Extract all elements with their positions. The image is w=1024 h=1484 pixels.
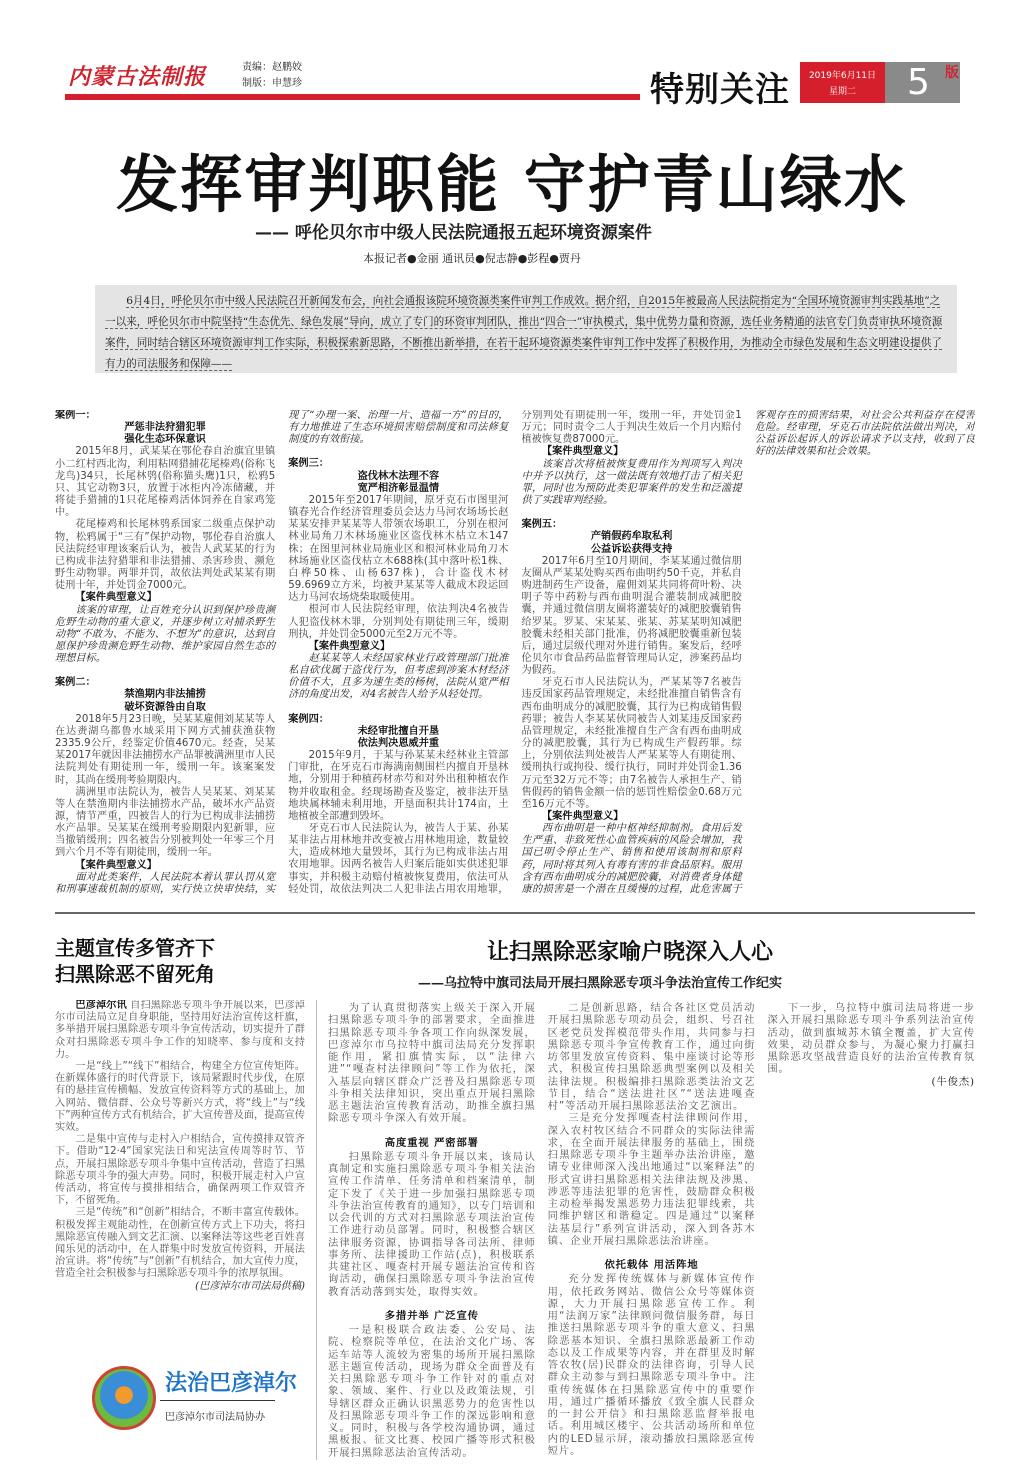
significance-heading: 【案件典型意义】 bbox=[541, 811, 624, 822]
cases-columns bbox=[55, 410, 975, 900]
left-title-line: 扫黑除恶不留死角 bbox=[55, 962, 215, 986]
paragraph-text: 自扫黑除恶专项斗争开展以来，巴彦淖尔市司法局立足自身职能，坚持用好法治宣传这杆旗，多举措开展扫黑除恶专项斗争宣传活动，切实提升了群众对扫黑除恶专项斗争工作的知晓率、参与度和支持力。 bbox=[55, 1000, 305, 1060]
case-paragraph: 2015年8月，武某某在鄂伦春自治旗宜里镇小二红村西北沟，利用粘网猎捕花尾榛鸡(俗称飞龙鸟)34只，长尾林鸮(俗称猫头鹰)1只，松鸦5只、其它动物3只，放置于冰柜内冷冻储藏，并将徒手猎捕的1只花尾榛鸡活体饲养在自家鸡笼中。 bbox=[55, 446, 276, 519]
right-article-title: 让扫黑除恶家喻户晓深入人心 bbox=[487, 940, 774, 965]
paragraph bbox=[55, 1000, 305, 1061]
paragraph: 下一步，乌拉特中旗司法局将进一步深入开展扫黑除恶专项斗争系列法治宣传活动，做到旗城苏木镇全覆盖，扩大宣传效果，动员群众参与，为凝心聚力打赢扫黑除恶攻坚战营造良好的法治宣传教育氛围。 bbox=[767, 1002, 975, 1076]
case-paragraph: 根河市人民法院经审理，依法判决4名被告人犯盗伐林木罪，分别判处有期徒刑三年，缓期刑执，并处罚金5000元至2万元不等。 bbox=[288, 604, 509, 640]
case-paragraph: 牙克石市人民法院认为，被告人于某、孙某某非法占用林地并改变被占用林地用途，数量较大，造成林地大量毁坏，其行为已构成非法占用农用地罪。因两名被告人归案后能如实供述犯罪事实，并积极主动赔付植被恢复费用，依法可从轻处罚，故依法判决二人犯非法占用农用地罪，分别判处有期徒刑一年，缓刑一年，并处罚金1万元；同时责令二人于判决生效后一个月内赔付植被恢复费87000元。 bbox=[288, 410, 742, 895]
logo-subtitle: 巴彦淖尔市司法局协办 bbox=[165, 1412, 265, 1423]
subsection-heading: 依托载体 用活阵地 bbox=[604, 1259, 699, 1271]
significance-text: 西布曲明是一种中枢神经抑制剂。食用后发生严重、非致死性心血管疾病的风险会增加，我国已明令停止生产、销售和使用该制剂和原料药，同时将其列入有毒有害的非食品原料。服用含有西布曲明成分的减肥胶囊，对消费者身体健康的损害是一个潜在且缓慢的过程，此危害属于客观存在的损害结果，对社会公共利益存在侵害危险。经审理，牙克石市法院依法做出判决，对公益诉讼起诉人的诉讼请求予以支持，收到了良好的法律效果和社会效果。 bbox=[521, 410, 975, 895]
significance-heading: 【案件典型意义】 bbox=[75, 859, 157, 871]
case-paragraph: 牙克石市人民法院认为，严某某等7名被告违反国家药品管理规定，未经批准擅自销售含有西布曲明成分的减肥胶囊，其行为已构成销售假药罪；被告人李某某伙同被告人刘某违反国家药品管理规定，未经批准擅自生产含有西布曲明成分的减肥胶囊，其行为已构成生产假药罪。综上，分别依法判处被告人严某某等人有期徒刑、缓刑执行或拘役、缓行执行，同时并处罚金1.36万元至32万元不等；由7名被告人承担生产、销售假药的销售金额一倍的惩罚性赔偿金0.68万元至16万元不等。 bbox=[521, 677, 742, 810]
case-label: 案例四： bbox=[288, 713, 329, 725]
subsection-heading: 高度重视 严密部署 bbox=[384, 1136, 479, 1149]
case-paragraph: 花尾榛鸡和长尾林鸮系国家二级重点保护动物，松鸦属于“三有”保护动物，鄂伦春自治旗人民法院经审理该案后认为，被告人武某某的行为已构成非法狩猎罪和非法猎捕、杀害珍贵、濒危野生动物罪。两罪并罚，故依法判处武某某有期徒刑十年，并处罚金7000元。 bbox=[55, 519, 276, 592]
case-title: 强化生态环保意识 bbox=[124, 434, 206, 446]
case-title: 禁渔期内非法捕捞 bbox=[124, 689, 206, 701]
author-credit: (牛俊杰) bbox=[931, 1075, 975, 1088]
significance-heading: 【案件典型意义】 bbox=[308, 640, 391, 652]
case-paragraph: 2017年6月至10月期间，李某某通过微信朋友圈从严某某处购买西布曲明约50千克，并私自购进制药生产设备，雇佣刘某共同将荷叶粉、决明子等中药粉与西布曲明混合灌装制成减肥胶囊，并通过微信朋友圈将灌装好的减肥胶囊销售给罗某。罗某、宋某某、张某、苏某某明知减肥胶囊未经相关部门批准，仍将减肥胶囊重新包装后，通过层级代理对外进行销售。案发后，经呼伦贝尔市食品药品监督管理局认定，涉案药品均为假药。 bbox=[521, 555, 742, 677]
left-article-body bbox=[55, 1000, 305, 1360]
dateline: 巴彦淖尔讯 bbox=[75, 1000, 127, 1011]
header-rule bbox=[65, 94, 640, 100]
case-paragraph: 满洲里市法院认为，被告人吴某某、刘某某等人在禁渔期内非法捕捞水产品，破坏水产品资源，情节严重，四被告人的行为已构成非法捕捞水产品罪。吴某某在缓刑考验期限内犯新罪，应当撤销缓刑；四名被告分别被判处一年零三个月到六个月不等有期徒刑，缓刑一年。 bbox=[55, 786, 276, 859]
paragraph: 为了认真贯彻落实上级关于深入开展扫黑除恶专项斗争的部署要求，全面推进扫黑除恶专项斗争各项工作向纵深发展，巴彦淖尔市乌拉特中旗司法局充分发挥职能作用，紧扣旗情实际，以“法律六进”“嘎查村法律顾问”等工作为依托，深入基层向辖区群众广泛普及扫黑除恶专项斗争相关法律知识，突出重点开展扫黑除恶主题法治宣传教育活动，助推全旗扫黑除恶专项斗争深入有效开展。 bbox=[328, 1002, 536, 1125]
case-title: 公益诉讼获得支持 bbox=[590, 543, 673, 555]
case-paragraph: 2015年9月，于某与孙某某未经林业主管部门审批，在牙克石市海满南侧围栏内擅自开垦林地，分别用于种植药材赤芍和对外出租种植农作物并收取租金。经现场勘查及鉴定，被非法开垦地块属林辅未利用地，开垦面积共计174亩，土地植被全部遭到毁坏。 bbox=[288, 750, 509, 822]
column-divider bbox=[316, 1000, 317, 1460]
paragraph: 充分发挥传统媒体与新媒体宣传作用，依托政务网站、微信公众号等媒体资源，大力开展扫黑除恶宣传工作。利用“法润万家”法律顾问微信服务群，每日推送扫黑除恶专项斗争的重大意义、扫黑除恶基本知识、全旗扫黑除恶最新工作动态以及工作成果等内容，并在群里及时解答农牧(居)民群众的法律咨询，引导人民群众主动参与到扫黑除恶专项斗争中。注重传统媒体在扫黑除恶宣传中的重要作用，通过广播循环播放《致全旗人民群众的一封公开信》和扫黑除恶监督举报电话。利用城区楼宇、公共活动场所和单位内的LED显示屏，滚动播放扫黑除恶宣传短片。 bbox=[547, 1273, 756, 1457]
editor-credits bbox=[242, 60, 302, 92]
significance-text: 该案的审理，让百姓充分认识到保护珍贵濒危野生动物的重大意义，并逐步树立对捕杀野生动物“不敢为、不能为、不想为”的意识，达到自愿保护珍贵濒危野生动物、维护家园自然生态的理想目标。 bbox=[55, 604, 276, 665]
byline: 本报记者●金丽 通讯员●倪志静●彭程●贾丹 bbox=[363, 252, 581, 265]
case-title: 盗伐林木法理不容 bbox=[357, 470, 440, 482]
layout-editor: 制版：申慧珍 bbox=[242, 78, 302, 89]
intro-text: 6月4日，呼伦贝尔市中级人民法院召开新闻发布会，向社会通报该院环境资源类案件审判工作成效。据介绍，自2015年被最高人民法院指定为“全国环境资源审判实践基地”之一以来，呼伦贝尔市中院坚持“生态优先、绿色发展”导向，成立了专门的环资审判团队，推出“四合一”审执模式，集中优势力量和资源，选任业务精通的法官专门负责审执环境资源案件，同时结合辖区环境资源审判工作实际，积极探索新思路，不断推出新举措，在若干起环境资源类案件审判工作中发挥了积极作用，为推动全市绿色发展和生态文明建设提供了有力的司法服务和保障—— bbox=[105, 295, 943, 370]
significance-text: 该案首次将植被恢复费用作为判项写入判决中并予以执行，这一做法既有效地打击了相关犯罪，同时也为预防此类犯罪案件的发生和泛滥提供了实践审判经验。 bbox=[521, 458, 742, 507]
left-title-line: 主题宣传多管齐下 bbox=[55, 936, 215, 960]
date-box bbox=[800, 62, 885, 103]
case-label: 案例二： bbox=[55, 677, 96, 689]
editor: 责编：赵鹏姣 bbox=[242, 62, 302, 73]
issue-date: 2019年6月11日 bbox=[808, 71, 877, 81]
case-paragraph: 2018年5月23日晚，吴某某雇佣刘某某等人在达赉湖乌都鲁水域采用下网方式捕获渔获物2335.9公斤，经鉴定价值4670元。经查，吴某某2017年就因非法捕捞水产品罪被满洲里市人民法院判处有期徒刑一年，缓刑一年。该案案发时，其尚在缓刑考验期限内。 bbox=[55, 713, 276, 786]
case-title: 依法判决恩威并重 bbox=[357, 737, 440, 749]
paragraph: 二是创新思路，结合各社区党员活动开展扫黑除恶专项动员会，组织、号召社区老党员发挥模范带头作用，共同参与扫黑除恶专项斗争宣传教育工作，通过向街坊邻里发放宣传资料、集中座谈讨论等形式，积极宣传扫黑除恶典型案例以及相关法律法规。积极编排扫黑除恶类法治文艺节目，结合“送法进社区”“送法进嘎查村”等活动开展扫黑除恶法治文艺演出。 bbox=[547, 1002, 756, 1112]
subheadline: —— 呼伦贝尔市中级人民法院通报五起环境资源案件 bbox=[255, 223, 652, 243]
significance-heading: 【案件典型意义】 bbox=[75, 592, 157, 604]
right-article-subtitle: ——乌拉特中旗司法局开展扫黑除恶专项斗争法治宣传工作纪实 bbox=[418, 976, 783, 991]
newspaper-logo: 内蒙古法制报 bbox=[68, 64, 207, 90]
paragraph: 三是“传统”和“创新”相结合，不断丰富宣传载体。积极发挥主观能动性，在创新宣传方式上下功夫，将扫黑除恶宣传融入到文艺汇演、以案释法等这些老百姓喜闻乐见的活动中，在人群集中时发放宣传资料，开展法治宣讲。将“传统”与“创新”有机结合，加大宣传力度，营造全社会积极参与扫黑除恶专项斗争的浓厚氛围。 bbox=[55, 1207, 305, 1280]
weekday: 星期二 bbox=[828, 87, 856, 97]
paragraph: 一是“线上”“线下”相结合，构建全方位宣传矩阵。在新媒体盛行的时代背景下，该局紧跟时代步伐，在原有的悬挂宣传横幅、发放宣传资料等方式的基础上，加入网站、微信群、公众号等新兴方式，将“线上”与“线下”两种宣传方式有机结合，扩大宣传普及面，提高宣传实效。 bbox=[55, 1061, 305, 1134]
case-title: 严惩非法狩猎犯罪 bbox=[124, 422, 206, 434]
page-suffix: 版 bbox=[945, 65, 959, 81]
paragraph: 二是集中宣传与走村入户相结合，宣传摸排双管齐下。借助“12·4”国家宪法日和宪法宣传周等时节、节点，开展扫黑除恶专项斗争集中宣传活动，营造了扫黑除恶专项斗争的强大声势。同时，积极开展走村入户宣传活动，将宣传与摸排相结合，确保两项工作双管齐下，不留死角。 bbox=[55, 1134, 305, 1207]
intro-box bbox=[95, 285, 957, 373]
subsection-heading: 多措并举 广泛宣传 bbox=[384, 1309, 479, 1322]
paragraph: 一是积极联合政法委、公安局、法院、检察院等单位，在法治文化广场、客运车站等人流较为密集的场所开展扫黑除恶主题宣传活动，现场为群众全面普及有关扫黑除恶专项斗争工作针对的重点对象、领域、案件、行业以及政策法规，引导辖区群众正确认识黑恶势力的危害性以及扫黑除恶专项斗争工作的深远影响和意义。同时，积极与各学校沟通协调，通过黑板报、征文比赛、校园广播等形式积极开展扫黑除恶法治宣传活动。 bbox=[328, 1324, 536, 1459]
paragraph: 三是充分发挥嘎查村法律顾问作用，深入农村牧区结合不同群众的实际法律需求，在全面开展法律服务的基础上，围绕扫黑除恶专项斗争主题举办法治讲座，邀请专业律师深入浅出地通过“以案释法”的形式宣讲扫黑除恶相关法律法规及涉黑、涉恶等违法犯罪的危害性，鼓励群众积极主动检举揭发黑恶势力违法犯罪线索，共同维护辖区和谐稳定。四是通过“以案释法基层行”系列宣讲活动，深入到各苏木镇、企业开展扫黑除恶法治讲座。 bbox=[547, 1112, 756, 1247]
paragraph: 扫黑除恶专项斗争开展以来，该局认真制定和实施扫黑除恶专项斗争相关法治宣传工作清单、任务清单和档案清单，制定下发了《关于进一步加强扫黑除恶专项斗争法治宣传教育的通知》，以专门培训和以会代训的方式对扫黑除恶专项法治宣传工作进行动员部署。同时，积极整合辖区法律服务资源，协调指导各司法所、律师事务所、法律援助工作站(点)，积极联系共建社区、嘎查村开展专题法治宣传和咨询活动，确保扫黑除恶专项斗争法治宣传教育活动落到实处，取得实效。 bbox=[328, 1150, 536, 1298]
case-title: 产销假药牟取私利 bbox=[590, 531, 673, 543]
headline: 发挥审判职能 守护青山绿水 bbox=[116, 148, 908, 221]
case-title: 未经审批擅自开垦 bbox=[357, 725, 440, 737]
left-article-title bbox=[55, 935, 215, 987]
case-label: 案例五： bbox=[521, 519, 563, 531]
page-number: 5 bbox=[885, 62, 960, 103]
right-article-body bbox=[328, 1002, 975, 1472]
case-title: 破坏资源咎由自取 bbox=[124, 701, 206, 713]
logo-title: 法治巴彦淖尔 bbox=[165, 1371, 298, 1396]
case-label: 案例一： bbox=[55, 410, 96, 421]
logo-rule bbox=[160, 1400, 275, 1401]
case-paragraph: 2015年至2017年期间，原牙克石市图里河镇春光合作经济管理委员会达力马河农场场长赵某某安排尹某某等人带领农场职工，分别在根河林业局角刀木林场施业区盗伐林木枯立木147株；在图里河林业局施业区和根河林业局角刀木林场施业区盗伐枯立木688株(其中落叶松1株、白桦50株、山杨637株)，合计盗伐木材59.6969立方米，均被尹某某等人截成木段运回达力马河农场烧柴取暖使用。 bbox=[288, 494, 509, 604]
significance-text: 面对此类案件，人民法院本着认罪认罚从宽和刑事速裁机制的原则，实行快立快审快结，实现了“办理一案、治理一片、造福一方”的目的，有力地推进了生态环境损害赔偿制度和司法修复制度的有效衔接。 bbox=[55, 410, 509, 895]
section-divider bbox=[55, 912, 975, 914]
bureau-seal-logo bbox=[92, 1366, 156, 1430]
significance-text: 赵某某等人未经国家林业行政管理部门批准私自砍伐属于盗伐行为，但考虑到涉案木材经济价值不大，且多为速生类的杨树，法院从宽严相济的角度出发，对4名被告人给予从轻处罚。 bbox=[288, 652, 509, 701]
case-title: 宽严相济彰显温情 bbox=[357, 482, 440, 494]
case-label: 案例三： bbox=[288, 458, 329, 470]
section-title: 特别关注 bbox=[650, 70, 790, 110]
source-credit: (巴彦淖尔市司法局供稿) bbox=[195, 1280, 305, 1292]
significance-heading: 【案件典型意义】 bbox=[541, 446, 624, 458]
